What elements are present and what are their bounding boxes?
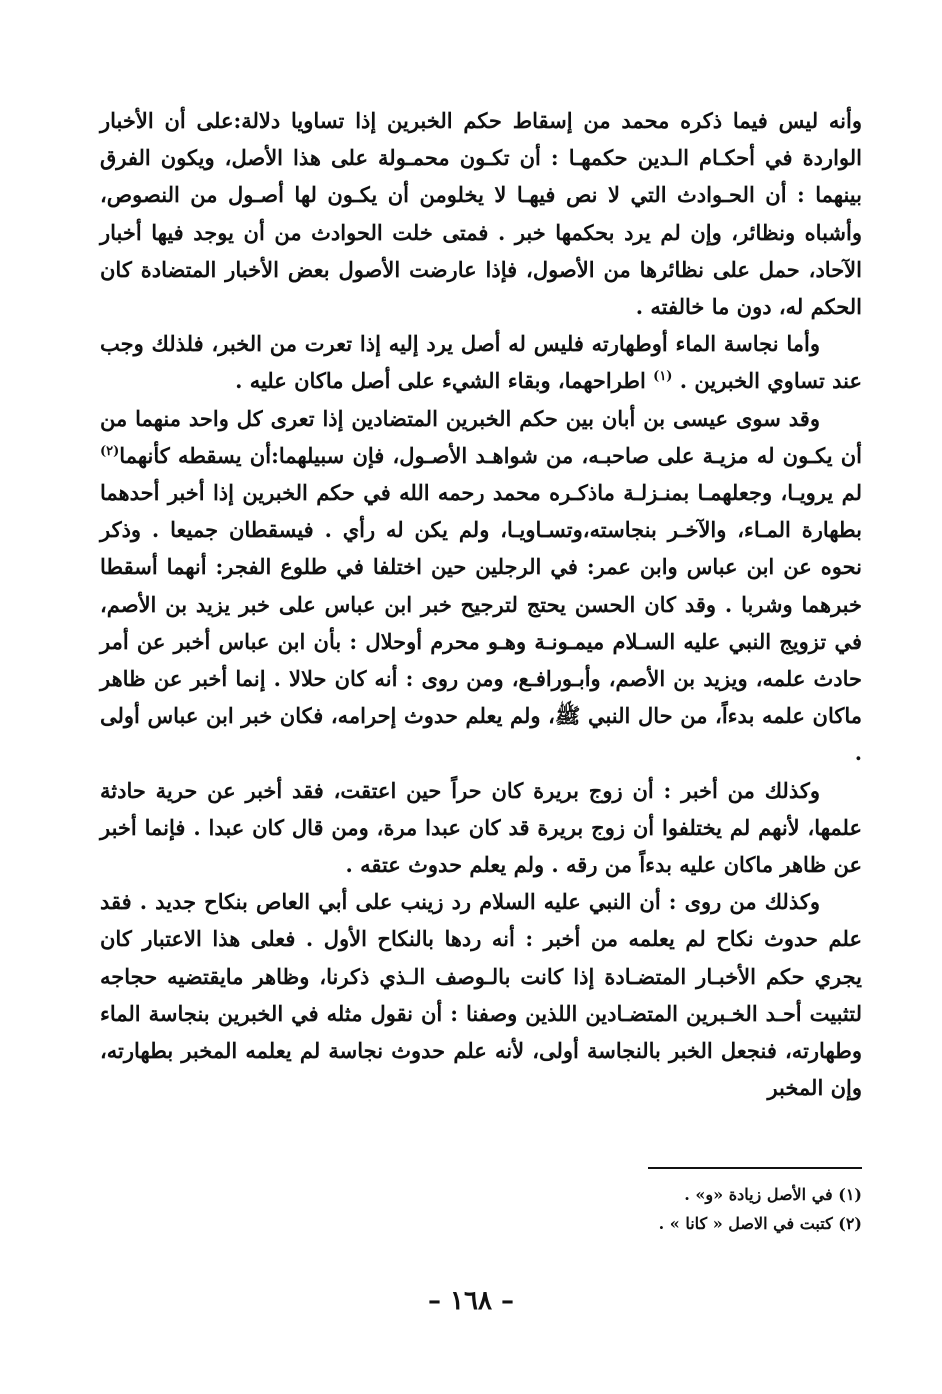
- footnote-ref-1: (١): [653, 369, 673, 385]
- paragraph-2: [100, 325, 862, 399]
- page-number: – ١٦٨ –: [427, 1286, 515, 1316]
- paragraph-4: وكذلك من أخبر : أن زوج بريرة كان حراً حين اعتقت، فقد أخبر عن حرية حادثة علمها، لأنهم لم يختلفوا أن زوج بريرة قد كان عبدا مرة، ومن قال كان عبدا . فإنما أخبر عن ظاهر ماكان عليه بدءاً من رقه . ولم يعلم حدوث عتقه .: [100, 777, 862, 878]
- paragraph-2-text-a: وأما نجاسة الماء أوطهارته فليس له أصل يرد إليه إذا تعرت من الخبر، فلذلك وجب عند تساوي الخبرين .: [100, 331, 862, 394]
- footnote-ref-2: (٢): [100, 443, 120, 459]
- paragraph-1: وأنه ليس فيما ذكره محمد من إسقاط حكم الخبرين إذا تساويا دلالة:على أن الأخبار الواردة في أحكـام الـدين حكمهـا : أن تكـون محمـولة على هذا الأصل، ويكون الفرق بينهما : أن الحـوادث التي لا نص فيهـا لا يخلومن أن يكـون لها أصـول من النصوص، وأشباه ونظائر، وإن لم يرد بحكمها خبر . فمتى خلت الحوادث من أن يوجد فيها أخبار الآحاد، حمل على نظائرها من الأصول، فإذا عارضت الأصول بعض الأخبار المتضادة كان الحكم له، دون ما خالفته .: [100, 108, 862, 320]
- paragraph-5: وكذلك من روى : أن النبي عليه السلام رد زينب على أبي العاص بنكاح جديد . فقد علم حدوث نكاح لم يعلمه من أخبر : أنه ردها بالنكاح الأول . فعلى هذا الاعتبار كان يجري حكم الأخبـار المتضـادة إذا كانت بالـوصف الـذي ذكرنا، وظاهر مايقتضيه حجاجه لتثبيت أحـد الخـبرين المتضـادين اللذين وصفنا : أن نقول مثله في الخبرين بنجاسة الماء وطهارته، فنجعل الخبر بالنجاسة أولى، لأنه علم حدوث نجاسة لم يعلمه المخبر بطهارته، وإن المخبر: [100, 889, 862, 1101]
- paragraph-3-text-b: لم يرويـا، وجعلهمـا بمنـزلـة ماذكـره محمد رحمه الله في حكم الخبرين إذا أخبر أحدهما بطهارة المـاء، والآخـر بنجاسته،وتسـاويـا، ولم يكن له رأي . فيسقطان جميعا . وذكر نحوه عن ابن عباس وابن عمر: في الرجلين حين اختلفا في طلوع الفجر: أنهما أسقطا خبرهما وشربا . وقد كان الحسن يحتج لترجيح خبر ابن عباس على خبر يزيد بن الأصم، في تزويج النبي عليه السـلام ميمـونـة وهـو محرم أوحلال : بأن ابن عباس أخبر عن أمر حادث علمه، ويزيد بن الأصم، وأبـورافـع، ومن روى : أنه كان حلالا . إنما أخبر عن ظاهر ماكان علمه بدءاً، من حال النبي ﷺ، ولم يعلم حدوث إحرامه، فكان خبر ابن عباس أولى .: [100, 480, 862, 766]
- footnote-1: (١) في الأصل زيادة «و» .: [684, 1185, 862, 1204]
- footnotes: [100, 1180, 862, 1238]
- paragraph-3: [100, 400, 862, 772]
- footnote-2: (٢) كتبت في الاصل « كانا » .: [658, 1214, 862, 1233]
- footnote-divider: [648, 1167, 862, 1169]
- paragraph-2-text-b: اطراحهما، وبقاء الشيء على أصل ماكان عليه .: [235, 368, 654, 394]
- paragraph-3-text-a: وقد سوى عيسى بن أبان بين حكم الخبرين المتضادين إذا تعرى كل واحد منهما من أن يكـون له مزيـة على صاحبـه، من شواهـد الأصـول، فإن سبيلهما:أن يسقطه كأنهما: [100, 405, 862, 468]
- main-text: [100, 102, 862, 1106]
